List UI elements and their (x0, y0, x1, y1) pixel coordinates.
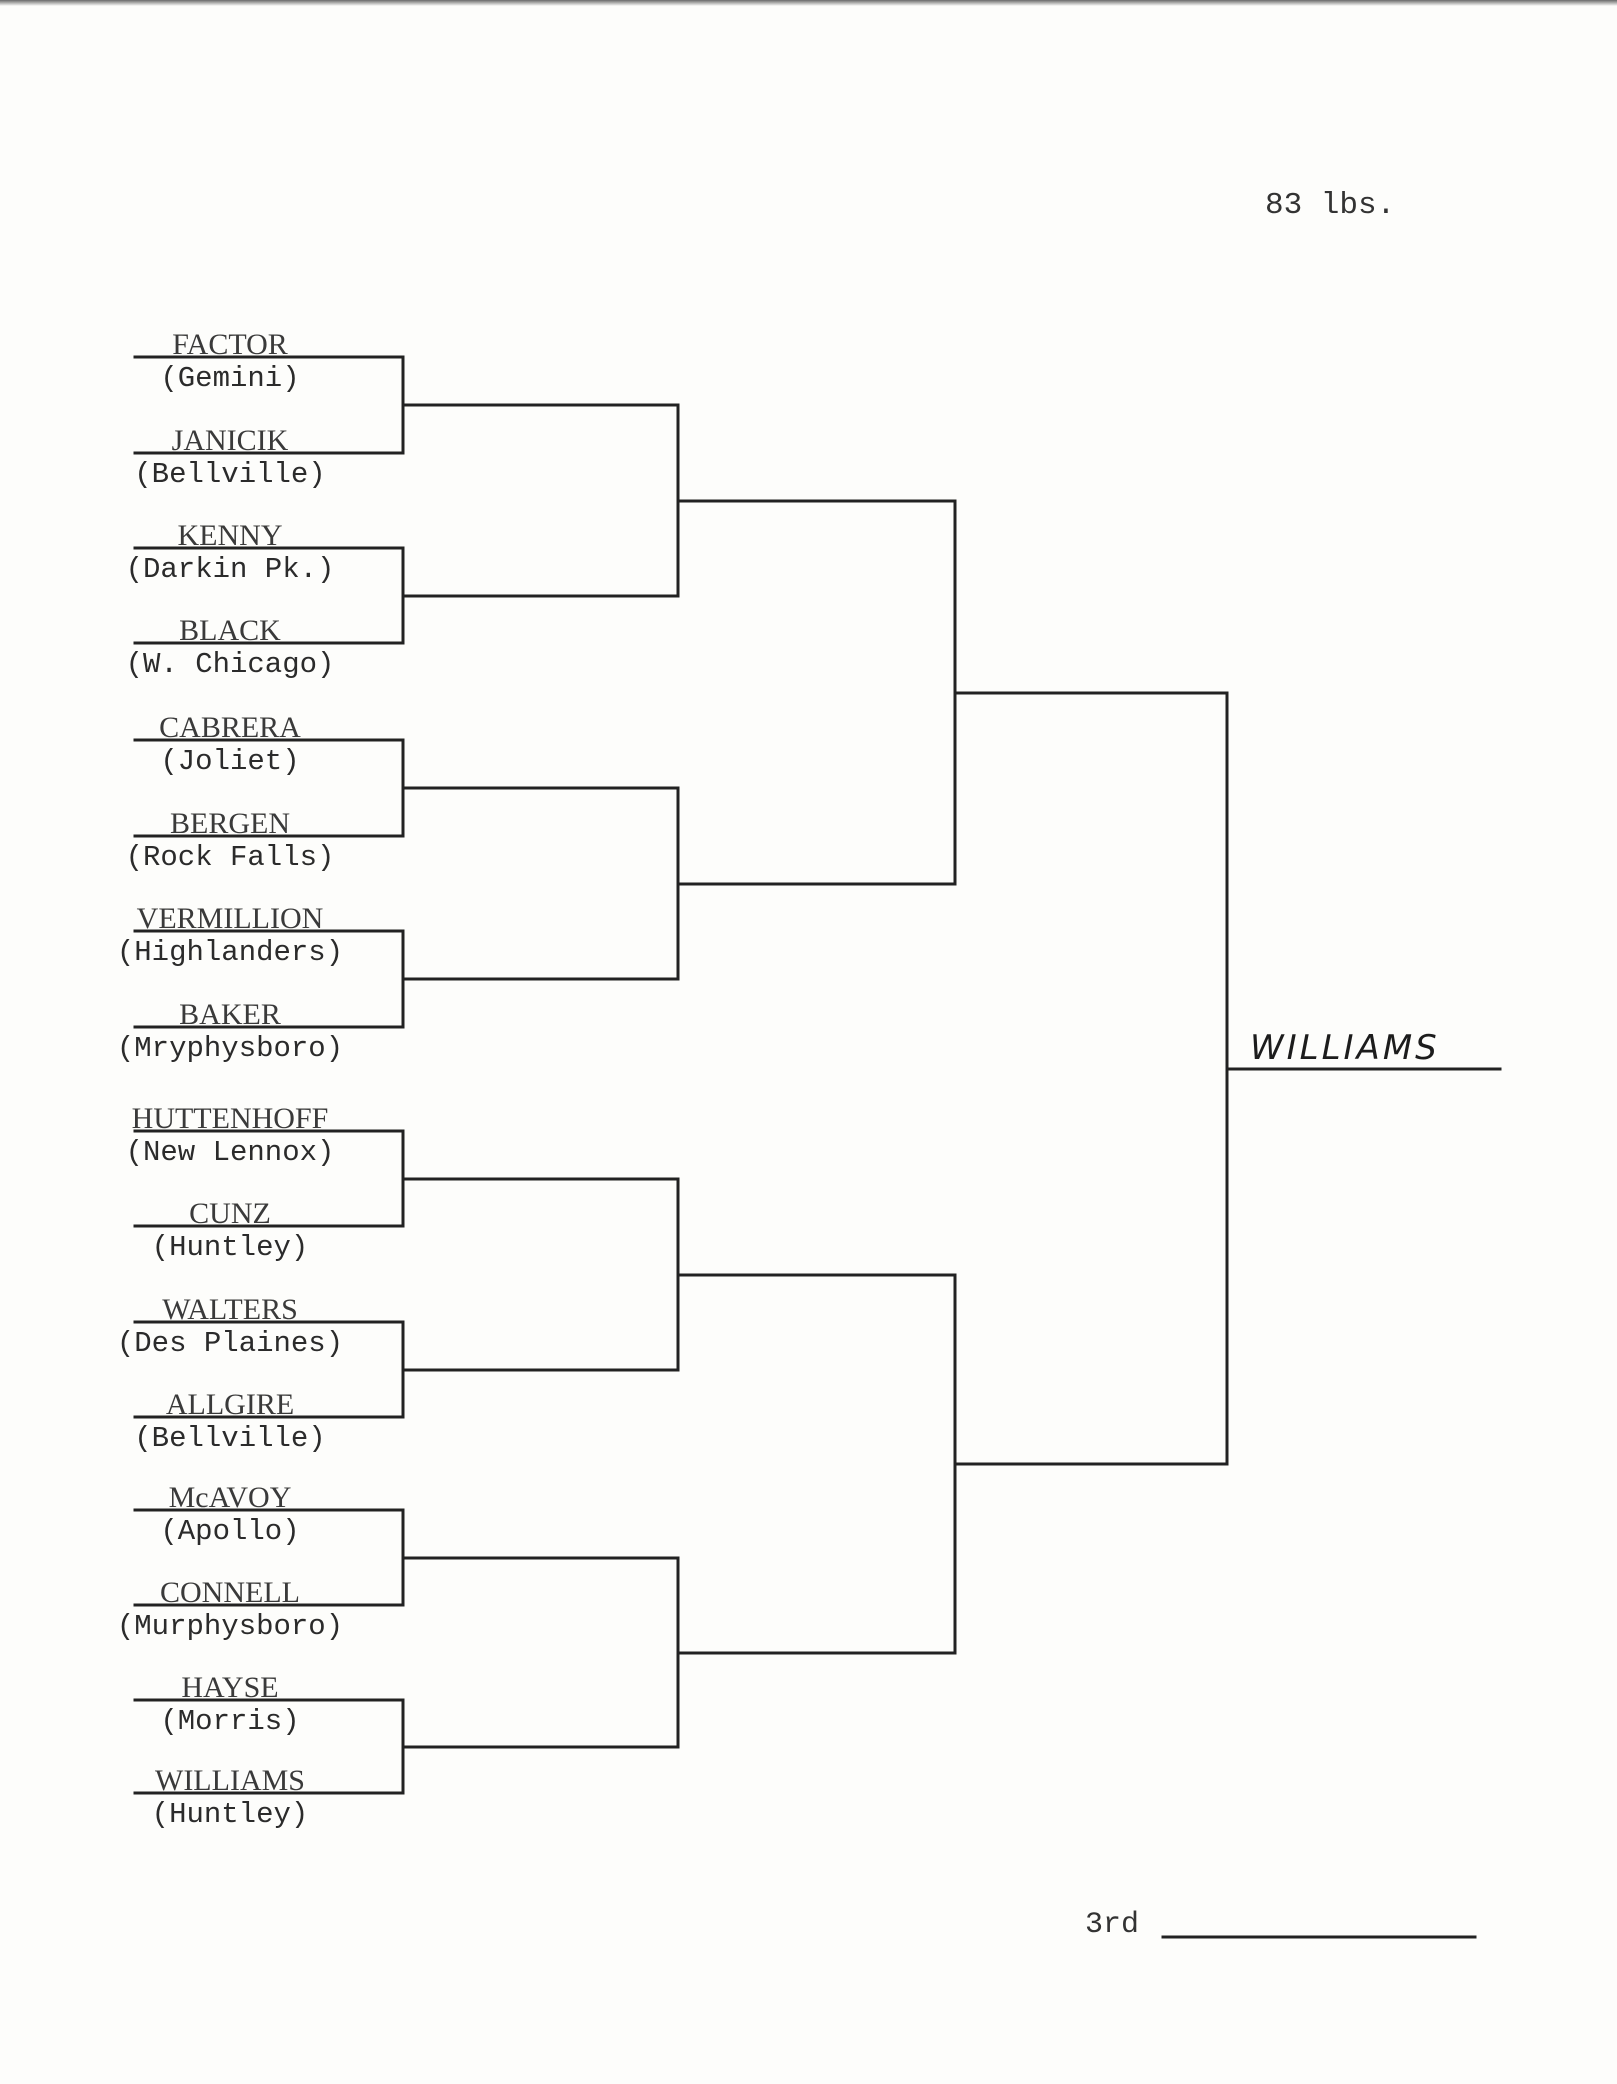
entrant-school: (Bellville) (134, 1422, 326, 1455)
entrant-school: (Mryphysboro) (116, 1032, 344, 1065)
entrant-name: HUTTENHOFF (131, 1102, 329, 1135)
entrant-school: (Morris) (160, 1705, 300, 1738)
entrant-school: (Murphysboro) (116, 1610, 344, 1643)
entrant-name: FACTOR (172, 328, 288, 361)
entrant-name: BLACK (179, 614, 281, 647)
entrant-name: ALLGIRE (165, 1388, 295, 1421)
entrant-school: (New Lennox) (125, 1136, 335, 1169)
entrant-school: (Apollo) (160, 1515, 300, 1548)
entrant-school: (Darkin Pk.) (125, 553, 335, 586)
entrant-school: (Bellville) (134, 458, 326, 491)
entrant-school: (Huntley) (151, 1231, 309, 1264)
entrant-school: (Joliet) (160, 745, 300, 778)
entrant-name: JANICIK (171, 424, 289, 457)
entrant-school: (Gemini) (160, 362, 300, 395)
entrant-name: WILLIAMS (155, 1764, 305, 1797)
entrant-name: CONNELL (160, 1576, 300, 1609)
entrant-name: KENNY (177, 519, 283, 552)
entrant-name: BAKER (179, 998, 281, 1031)
entrant-name: CUNZ (189, 1197, 271, 1230)
entrant-name: BERGEN (170, 807, 290, 840)
entrant-school: (Highlanders) (116, 936, 344, 969)
bracket-lines (135, 357, 1500, 1937)
weight-class-label: 83 lbs. (1265, 188, 1396, 223)
entrant-name: McAVOY (168, 1481, 292, 1514)
champion-name: WILLIAMS (1250, 1028, 1440, 1068)
entrant-school: (Rock Falls) (125, 841, 335, 874)
entrant-name: CABRERA (159, 711, 301, 744)
entrant-school: (Huntley) (151, 1798, 309, 1831)
third-place-label: 3rd (1085, 1908, 1140, 1942)
entrant-name: VERMILLION (136, 902, 324, 935)
entrant-school: (Des Plaines) (116, 1327, 344, 1360)
entrant-name: WALTERS (162, 1293, 298, 1326)
entrant-name: HAYSE (181, 1671, 279, 1704)
entrant-school: (W. Chicago) (125, 648, 335, 681)
